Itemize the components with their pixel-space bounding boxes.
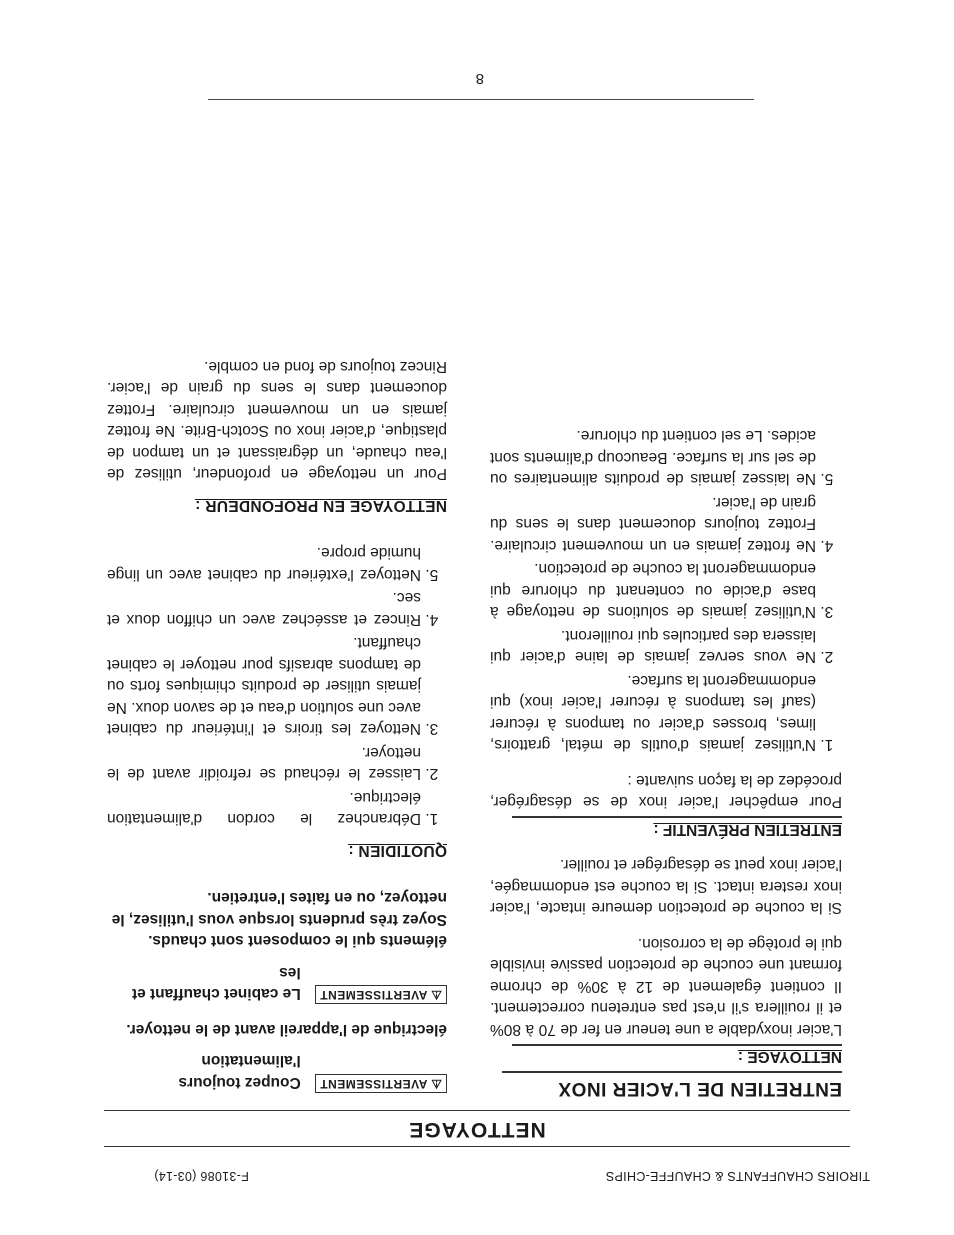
list-item: 2. Ne vous servez jamais de laine d'acier qui laissera des particules qui rouilleront. bbox=[490, 625, 816, 668]
header-left: TIROIRS CHAUFFANTS & CHAUFFE-CHIPS bbox=[605, 1169, 870, 1183]
page-number: 8 bbox=[475, 70, 484, 87]
list-item: 4. Ne frottez jamais en un mouvement circulaire. Frottez toujours doucement dans le sens du grain de l'acier. bbox=[490, 492, 816, 557]
preventif-list bbox=[490, 425, 842, 756]
profondeur-text: Pour un nettoyage en profondeur, utilisez de l'eau chaude, un dégraissant et un tampon de plastique, d'acier inox ou Scotch-Brite. Ne frottez jamais en un mouvement circulaire. Frottez doucement dans le sens du grain de l'acier. Rincez toujours de fond en comble. bbox=[107, 358, 447, 483]
main-title: NETTOYAGE bbox=[408, 1118, 546, 1141]
header-right: F-31086 (03-14) bbox=[154, 1169, 249, 1183]
paragraph-2: Si la couche de protection demeure intacte, l'acier inox restera intact. Si la couche est endommagée, l'acier inox peut se désagréger et rouiller. bbox=[490, 856, 842, 917]
list-item: 1. N'utilisez jamais d'outils de métal, grattoirs, limes, brosses d'acier ou tampons à récurer (sauf les tampons à récurer l'acier inox) qui endommageront la surface. bbox=[490, 670, 816, 756]
section-heading-preventif: ENTRETIEN PRÉVENTIF : bbox=[512, 817, 842, 841]
list-item: 3. N'utilisez jamais de solutions de nettoyage à base d'acide ou contenant du chlorure qui endommageront la couche de protection. bbox=[490, 558, 816, 623]
section-heading-profondeur: NETTOYAGE EN PROFONDEUR : bbox=[194, 497, 447, 514]
stainless-column bbox=[490, 423, 842, 1099]
list-item: 2. Laissez le réchaud se refroidir avant de le nettoyer. bbox=[107, 742, 421, 785]
warning-text: Coupez toujours l'alimentation bbox=[178, 1052, 301, 1091]
section-heading-nettoyage: NETTOYAGE : bbox=[512, 1044, 842, 1068]
list-item: 5. Ne laissez jamais de produits alimentaires ou de sel sur la surface. Beaucoup d'aliments sont acides. Le sel contient du chlorure. bbox=[490, 425, 816, 490]
box-title: ENTRETIEN DE L'ACIER INOX bbox=[502, 1072, 842, 1100]
quotidien-list bbox=[107, 542, 447, 830]
title-rule bbox=[104, 1110, 850, 1111]
warning-box-1 bbox=[107, 1050, 447, 1093]
bottom-rule bbox=[208, 99, 754, 100]
warning-continuation: éléments qui le composent sont chauds. Soyez très prudents lorsque vous l'utilisez, le nettoyez, ou en faites l'entretien. bbox=[111, 889, 447, 950]
warning-badge: ⚠ AVERTISSEMENT bbox=[315, 986, 447, 1005]
paragraph-1: L'acier inoxydable a une teneur en fer de 70 à 80% et il rouillera s'il n'est pas entretenu correctement. Il contient également de 12 à 30% de chrome formant une couche de protection passive invisible qui le protège de la corrosion. bbox=[490, 935, 842, 1038]
list-item: 4. Rincez et asséchez avec un chiffon doux et sec. bbox=[107, 587, 421, 630]
warning-text: Le cabinet chauffant et les bbox=[131, 964, 301, 1003]
warning-box-2 bbox=[107, 962, 447, 1005]
warning-badge: ⚠ AVERTISSEMENT bbox=[315, 1074, 447, 1093]
section-heading-quotidien: QUOTIDIEN : bbox=[348, 842, 447, 859]
list-item: 1. Débranchez le cordon d'alimentation électrique. bbox=[107, 787, 421, 830]
cleaning-column bbox=[107, 342, 447, 1094]
paragraph-3: Pour empêcher l'acier inox de se désagréger, procédez de la façon suivante : bbox=[490, 772, 842, 811]
warning-continuation: électrique de l'appareil avant de le nettoyer. bbox=[126, 1021, 447, 1038]
list-item: 5. Nettoyez l'extérieur du cabinet avec un linge humide propre. bbox=[107, 542, 421, 585]
top-rule bbox=[104, 1146, 850, 1147]
list-item: 3. Nettoyez les tiroirs et l'intérieur du cabinet avec une solution d'eau et de savon doux. Ne jamais utiliser de produits chimiques forts ou de tampons abrasifs pour nettoyer le cabinet chauffant. bbox=[107, 632, 421, 740]
